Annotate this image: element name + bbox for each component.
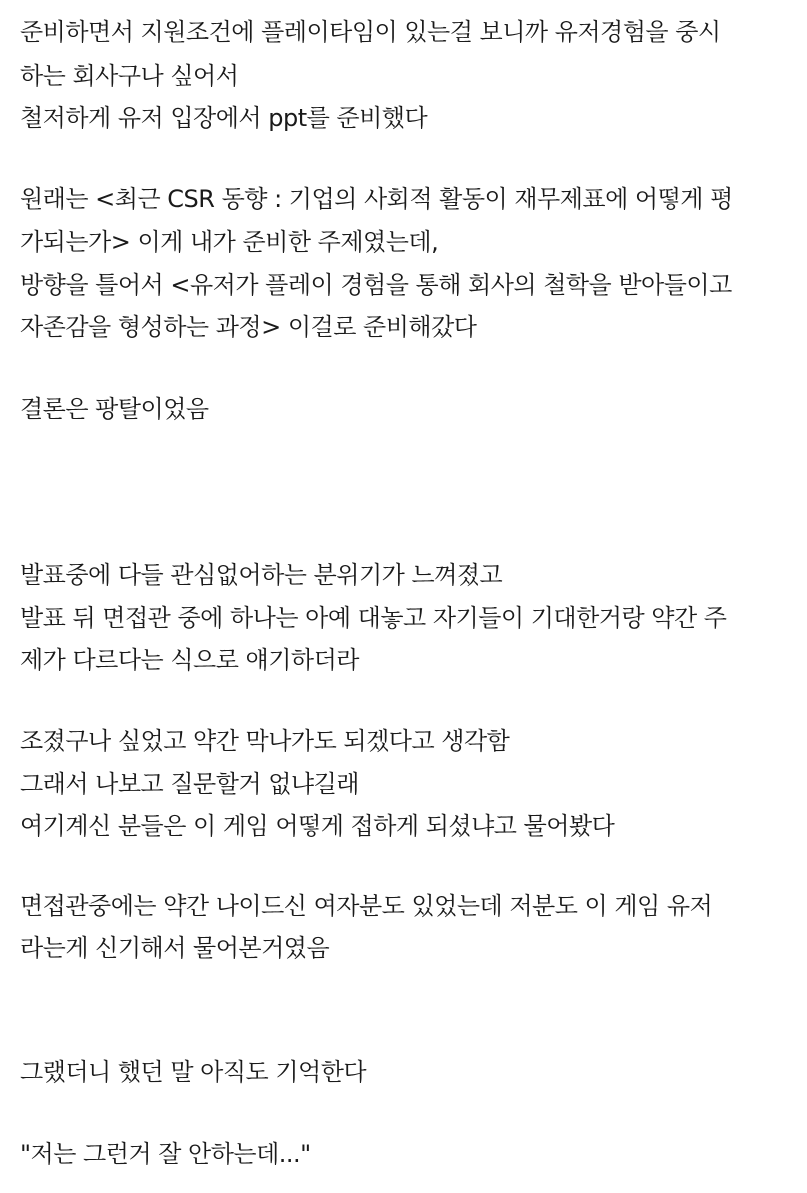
text-line: 라는게 신기해서 물어본거였음 [20,934,330,962]
text-line: 그래서 나보고 질문할거 없냐길래 [20,770,359,798]
text-line: 철저하게 유저 입장에서 ppt를 준비했다 [20,104,428,132]
text-line: 방향을 틀어서 <유저가 플레이 경험을 통해 회사의 철학을 받아들이고 [20,271,732,299]
text-line: 하는 회사구나 싶어서 [20,62,239,90]
text-line: 발표중에 다들 관심없어하는 분위기가 느껴졌고 [20,561,503,589]
text-line: 가되는가> 이게 내가 준비한 주제였는데, [20,228,439,256]
text-line: 제가 다르다는 식으로 얘기하더라 [20,646,359,674]
text-line: 자존감을 형성하는 과정> 이걸로 준비해갔다 [20,313,477,341]
text-line: 준비하면서 지원조건에 플레이타임이 있는걸 보니까 유저경험을 중시 [20,18,721,46]
text-line: 결론은 팡탈이었음 [20,395,209,423]
text-line: 면접관중에는 약간 나이드신 여자분도 있었는데 저분도 이 게임 유저 [20,892,713,920]
text-line: "저는 그런거 잘 안하는데..." [20,1140,311,1168]
text-line: 여기계신 분들은 이 게임 어떻게 접하게 되셨냐고 물어봤다 [20,812,615,840]
text-line: 조졌구나 싶었고 약간 막나가도 되겠다고 생각함 [20,727,510,755]
text-line: 그랬더니 했던 말 아직도 기억한다 [20,1058,367,1086]
text-line: 발표 뒤 면접관 중에 하나는 아예 대놓고 자기들이 기대한거랑 약간 주 [20,604,727,632]
text-line: 원래는 <최근 CSR 동향 : 기업의 사회적 활동이 재무제표에 어떻게 평 [20,185,733,213]
